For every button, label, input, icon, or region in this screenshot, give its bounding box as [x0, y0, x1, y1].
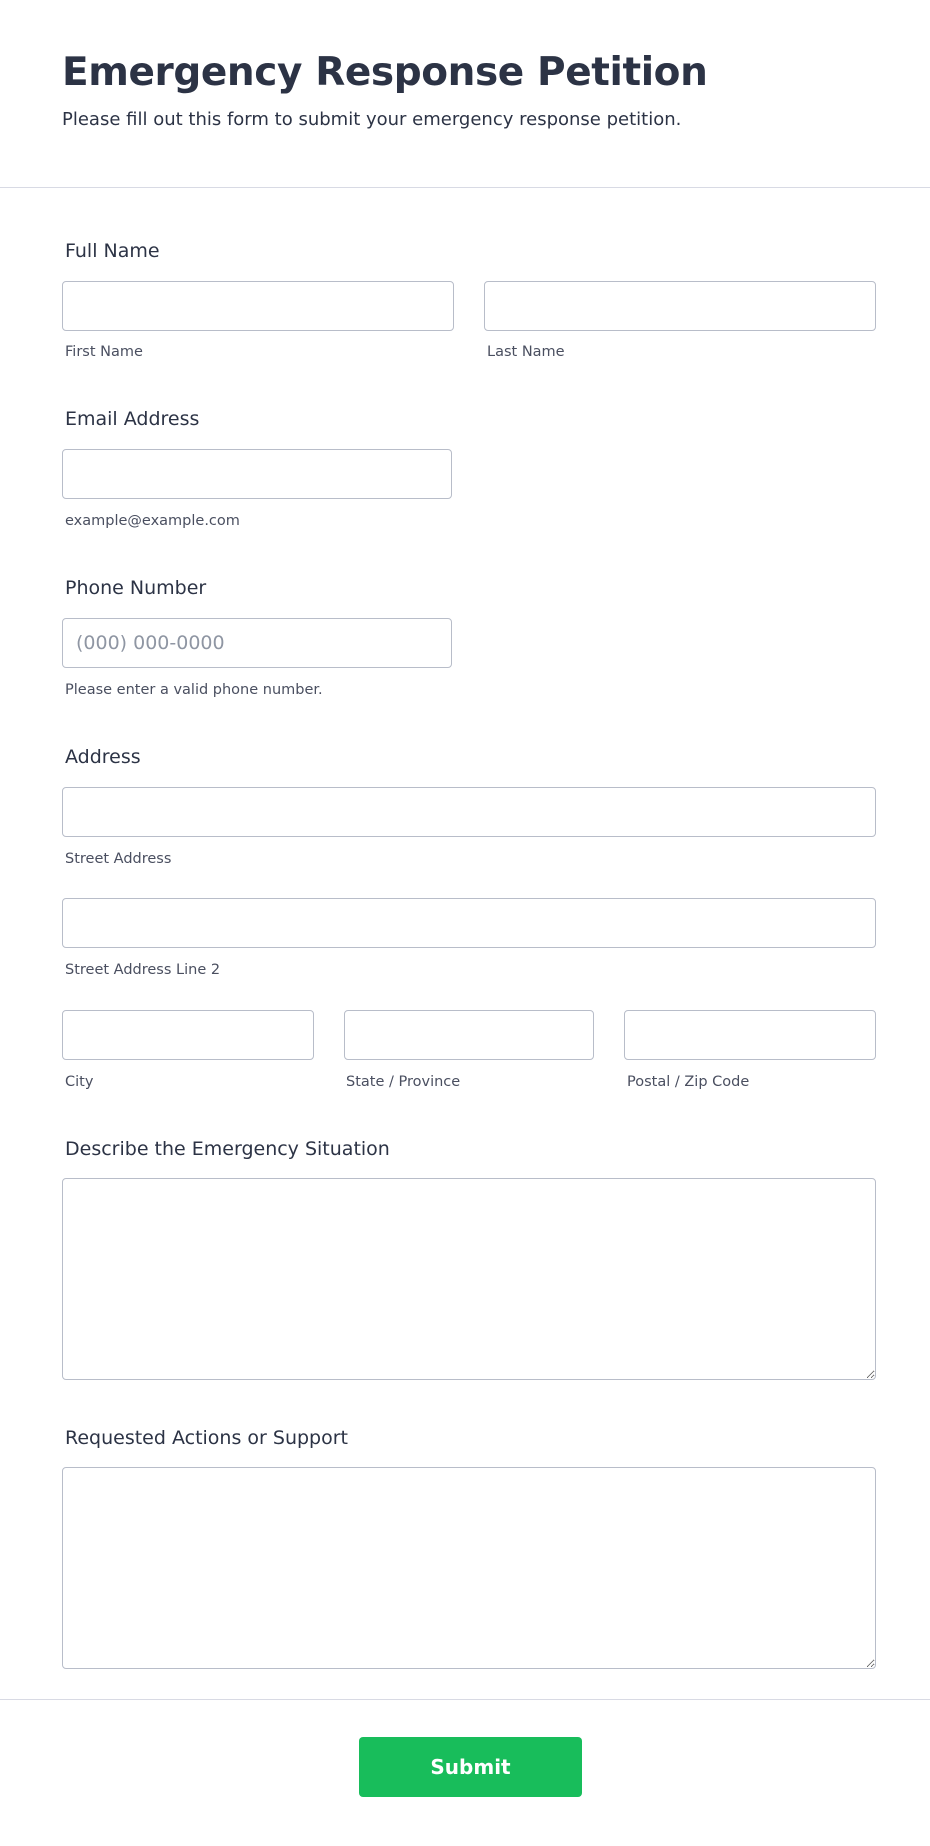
phone-sublabel: Please enter a valid phone number.	[65, 682, 323, 698]
city-sublabel: City	[65, 1074, 94, 1090]
email-sublabel: example@example.com	[65, 513, 240, 529]
last-name-sublabel: Last Name	[487, 344, 565, 360]
submit-button[interactable]: Submit	[359, 1737, 582, 1797]
email-label: Email Address	[65, 408, 200, 430]
form-header	[0, 0, 930, 188]
full-name-label: Full Name	[65, 240, 160, 262]
phone-label: Phone Number	[65, 577, 207, 599]
zip-sublabel: Postal / Zip Code	[627, 1074, 750, 1090]
first-name-input[interactable]	[62, 281, 454, 331]
street-address-line2-sublabel: Street Address Line 2	[65, 962, 221, 978]
form-subtitle: Please fill out this form to submit your emergency response petition.	[62, 109, 682, 130]
zip-input[interactable]	[624, 1010, 876, 1060]
first-name-sublabel: First Name	[65, 344, 143, 360]
street-address-sublabel: Street Address	[65, 851, 172, 867]
street-address-line2-input[interactable]	[62, 898, 876, 948]
address-label: Address	[65, 746, 141, 768]
state-sublabel: State / Province	[346, 1074, 461, 1090]
form-title: Emergency Response Petition	[62, 50, 708, 95]
emergency-description-label: Describe the Emergency Situation	[65, 1138, 390, 1160]
street-address-input[interactable]	[62, 787, 876, 837]
last-name-input[interactable]	[484, 281, 876, 331]
email-input[interactable]	[62, 449, 452, 499]
requested-actions-textarea[interactable]	[62, 1467, 876, 1669]
requested-actions-label: Requested Actions or Support	[65, 1427, 348, 1449]
city-input[interactable]	[62, 1010, 314, 1060]
phone-input[interactable]	[62, 618, 452, 668]
emergency-description-textarea[interactable]	[62, 1178, 876, 1380]
state-input[interactable]	[344, 1010, 594, 1060]
